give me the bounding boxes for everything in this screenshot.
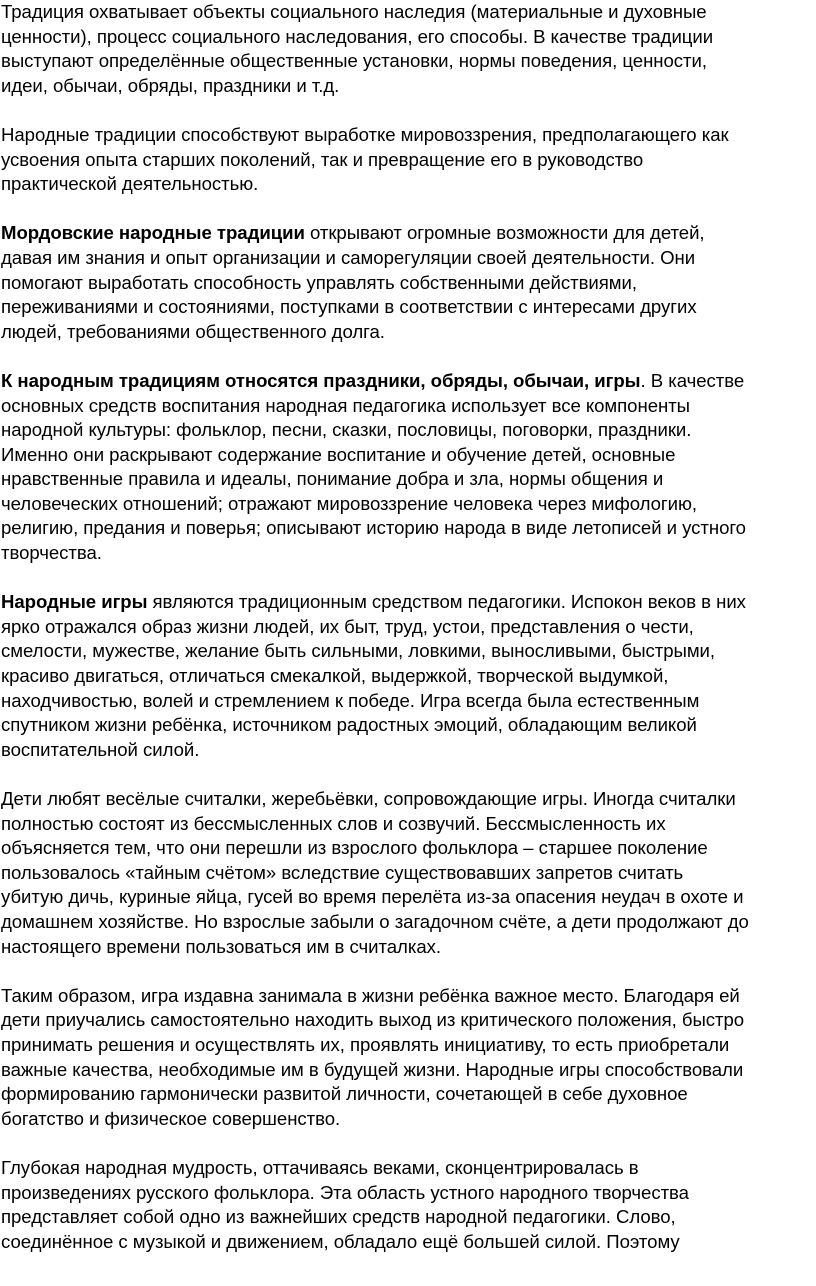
paragraph-folk-games: [1, 590, 816, 762]
paragraph-bold-lead: Народные игры: [1, 591, 148, 613]
paragraph-counting-rhymes: [1, 787, 816, 959]
paragraph-text: Таким образом, игра издавна занимала в жизни ребёнка важное место. Благодаря ей дети приучались самостоятельно находить выход из критического положения, быстро принимать решения и осуществлять их, проявлять инициативу, то есть приобретали важные качества, необходимые им в будущей жизни. Народные игры способствовали формированию гармонически развитой личности, сочетающей в себе духовное богатство и физическое совершенство.: [1, 984, 745, 1129]
paragraph-text: . В качестве основных средств воспитания народная педагогика использует все компоненты народной культуры: фольклор, песни, сказки, пословицы, поговорки, праздники. Именно они раскрывают содержание воспитание и обучение детей, основные нравственные правила и идеалы, понимание добра и зла, нормы общения и человеческих отношений; отражают мировоззрение человека через мифологию, религию, предания и поверья; описывают историю народа в виде летописей и устного творчества.: [1, 369, 746, 564]
paragraph-text: Народные традиции способствуют выработке мировоззрения, предполагающего как усвоения опыта старших поколений, так и превращение его в руководство практической деятельностью.: [1, 123, 729, 195]
paragraph-game-importance: [1, 984, 816, 1132]
paragraph-text: Традиция охватывает объекты социального наследия (материальные и духовные ценности), процесс социального наследования, его способы. В качестве традиции выступают определённые общественные установки, нормы поведения, ценности, идеи, обычаи, обряды, праздники и т.д.: [1, 1, 714, 96]
paragraph-folk-traditions: [1, 123, 816, 197]
paragraph-bold-lead: К народным традициям относятся праздники, обряды, обычаи, игры: [1, 369, 641, 391]
paragraph-text: Дети любят весёлые считалки, жеребьёвки, сопровождающие игры. Иногда считалки полностью состоят из бессмысленных слов и созвучий. Бессмысленность их объясняется тем, что они перешли из взрослого фольклора – старшее поколение пользовалось «тайным счётом» вследствие существовавших запретов считать убитую дичь, куриные яйца, гусей во время перелёта из-за опасения неудач в охоте и домашнем хозяйстве. Но взрослые забыли о загадочном счёте, а дети продолжают до настоящего времени пользоваться им в считалках.: [1, 788, 749, 957]
paragraph-bold-lead: Мордовские народные традиции: [1, 222, 305, 244]
paragraph-folk-wisdom: [1, 1156, 816, 1254]
paragraph-tradition-definition: [1, 0, 816, 98]
paragraph-text: являются традиционным средством педагогики. Испокон веков в них ярко отражался образ жизни людей, их быт, труд, устои, представления о чести, смелости, мужестве, желание быть сильными, ловкими, выносливыми, быстрыми, красиво двигаться, отличаться смекалкой, выдержкой, творческой выдумкой, находчивостью, волей и стремлением к победе. Игра всегда была естественным спутником жизни ребёнка, источником радостных эмоций, обладающим великой воспитательной силой.: [1, 591, 746, 760]
paragraph-text: Глубокая народная мудрость, оттачиваясь веками, сконцентрировалась в произведениях русского фольклора. Эта область устного народного творчества представляет собой одно из важнейших средств народной педагогики. Слово, соединённое с музыкой и движением, обладало ещё большей силой. Поэтому: [1, 1156, 689, 1252]
paragraph-mordovian-traditions: [1, 221, 816, 344]
paragraph-traditions-list: [1, 369, 816, 566]
paragraph-text: открывают огромные возможности для детей, давая им знания и опыт организации и саморегуляции своей деятельности. Они помогают выработать способность управлять собственными действиями, переживаниями и состояниями, поступками в соответствии с интересами других людей, требованиями общественного долга.: [1, 222, 705, 342]
